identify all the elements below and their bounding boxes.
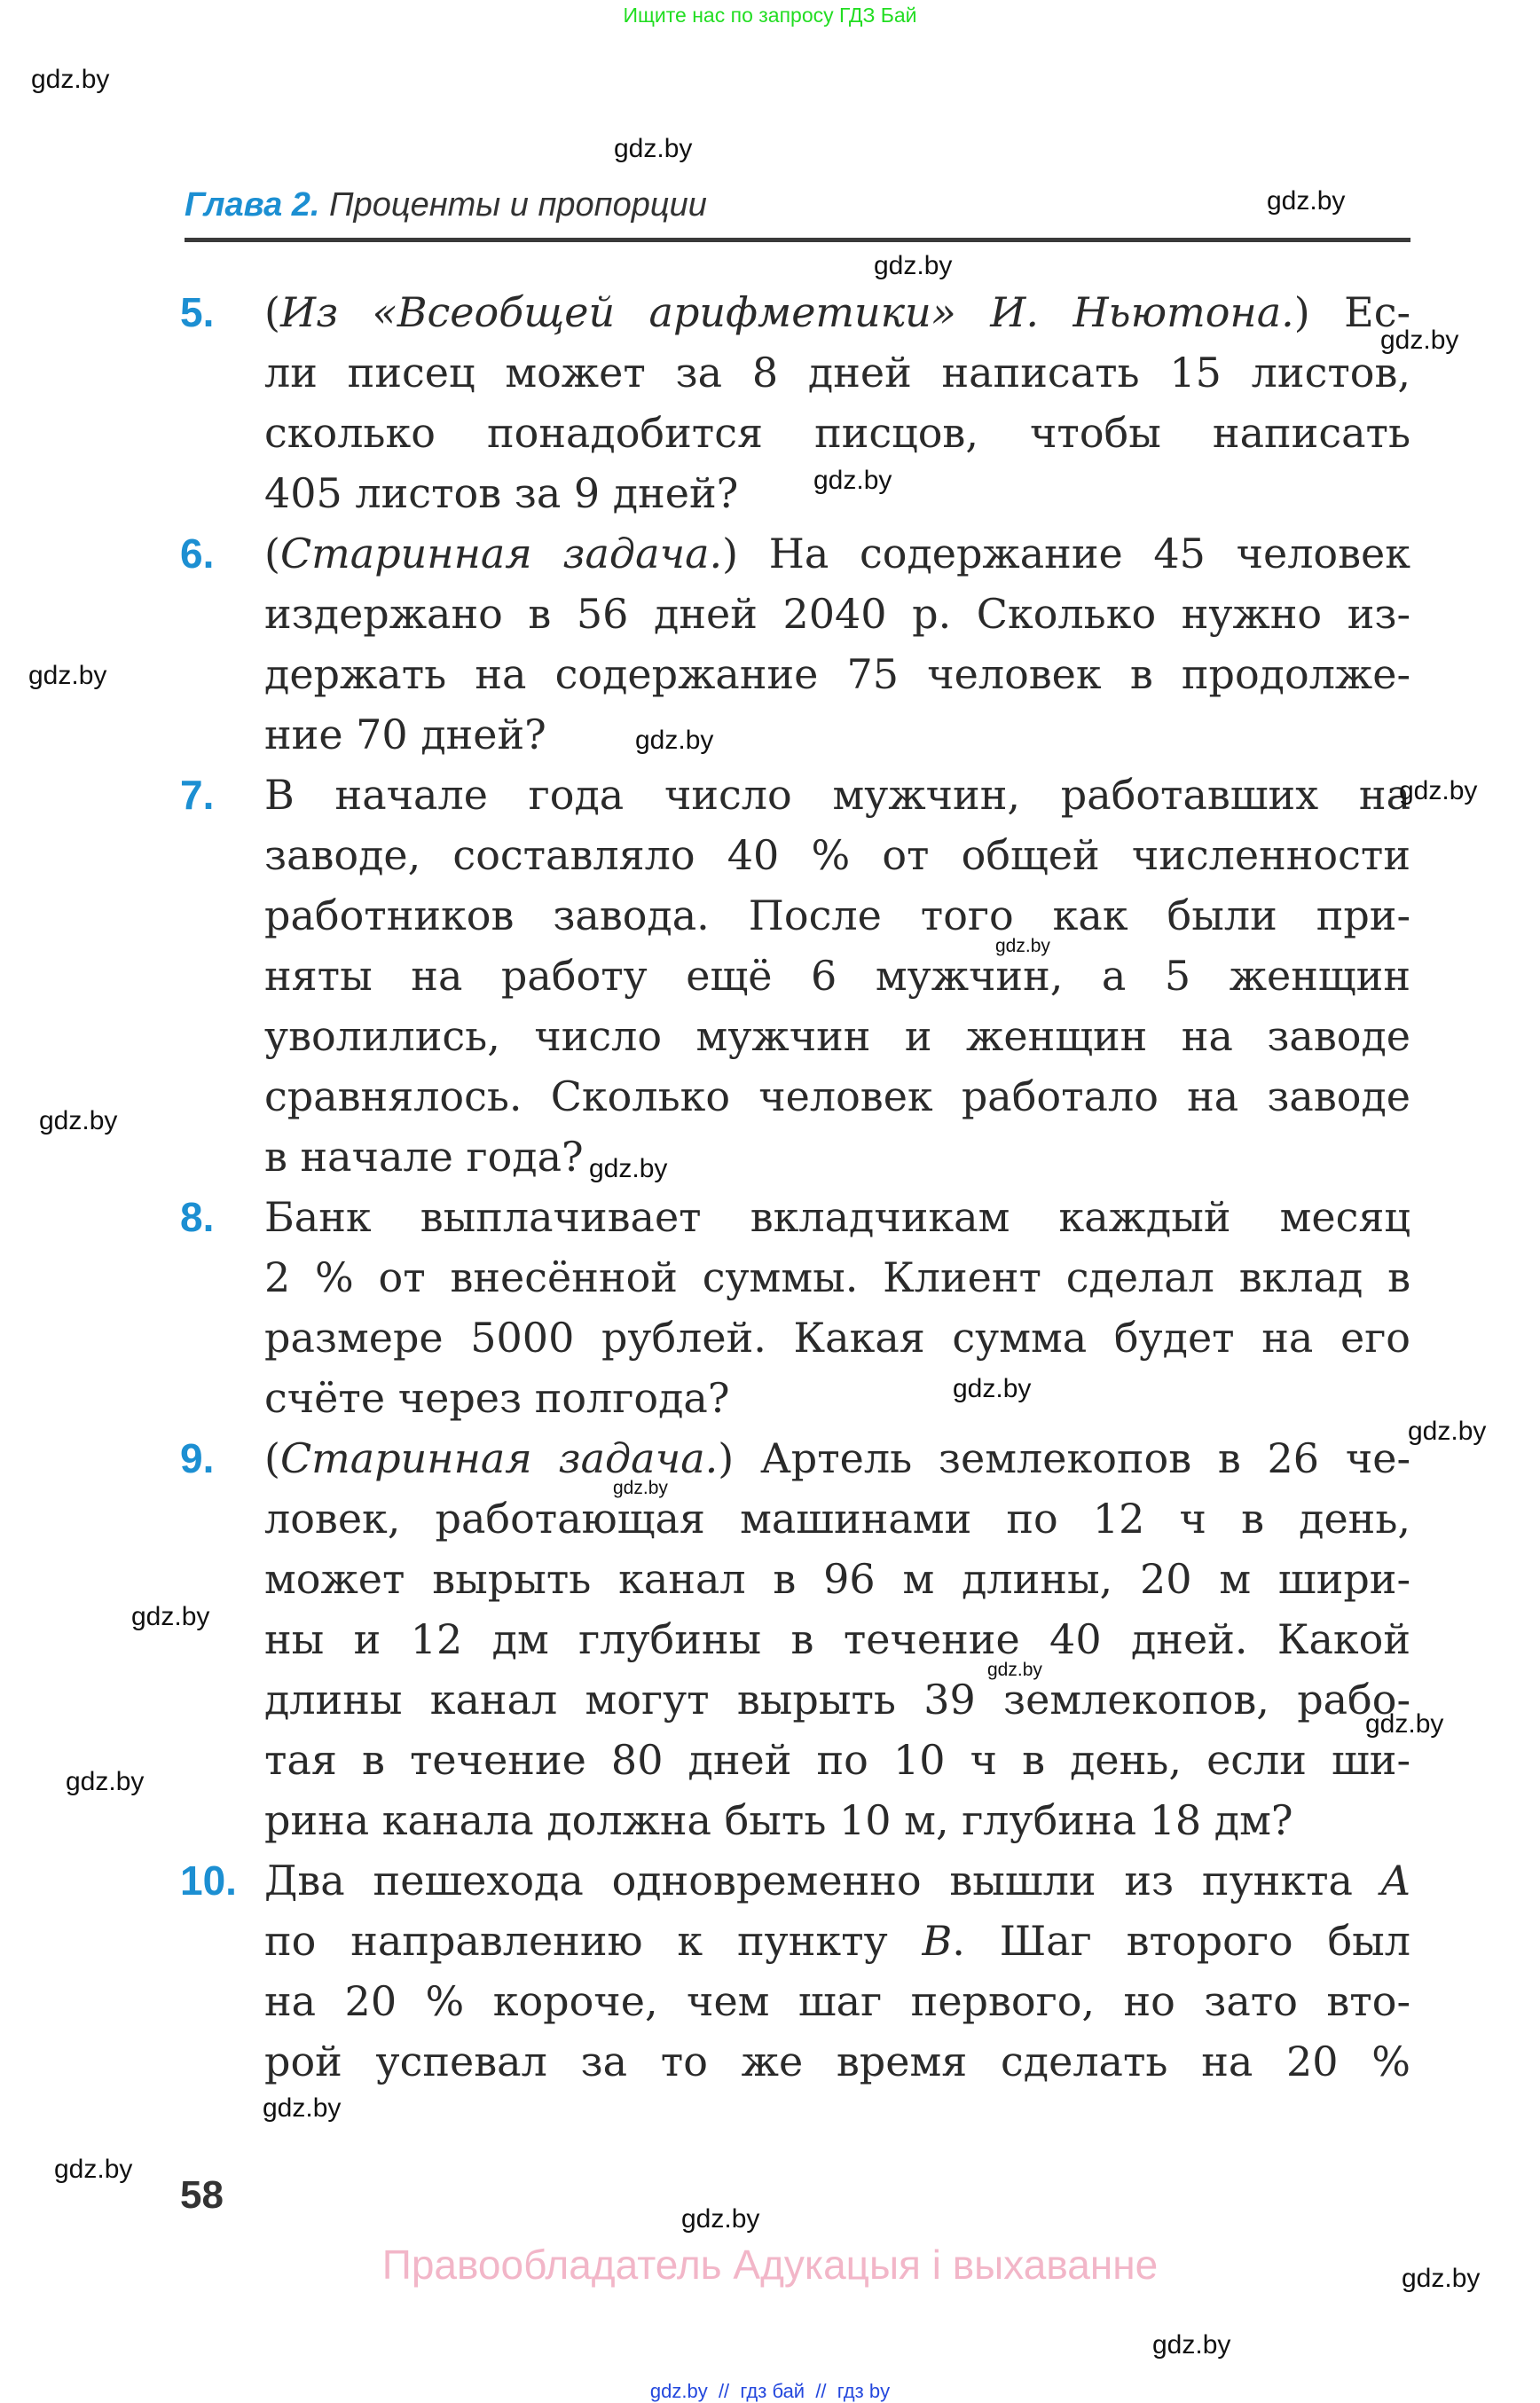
problem-text-line [264,1488,1410,1549]
text: ны и 12 дм глубины в течение 40 дней. Какой [264,1615,1410,1663]
problem-number: 9. [180,1435,215,1481]
problem-text-line [264,1308,1410,1368]
problem-number: 5. [180,289,215,335]
problem-10 [180,1850,1410,2092]
italic-text: B [922,1917,953,1965]
watermark: gdz.by [1408,1417,1487,1446]
watermark: gdz.by [1402,2264,1481,2293]
text: ) Ес- [1293,288,1410,336]
problem-text-line [264,1127,1410,1187]
text: В начале года число мужчин, работавших на [264,771,1410,819]
chapter-number: Глава 2. [185,186,320,224]
text: длины канал могут вырыть 39 землекопов, рабо- [264,1676,1410,1724]
text: размере 5000 рублей. Какая сумма будет на его [264,1314,1410,1362]
watermark: gdz.by [681,2204,760,2234]
watermark: gdz.by [614,134,693,163]
watermark: gdz.by [131,1602,210,1631]
problem-text-line [264,644,1410,704]
problem-text-line [264,825,1410,885]
text: ) Артель землекопов в 26 че- [718,1434,1410,1482]
problem-text-line [264,342,1410,403]
text: ловек, работающая машинами по 12 ч в день, [264,1495,1410,1543]
top-banner: Ищите нас по запросу ГДЗ Бай [623,4,917,27]
watermark: gdz.by [874,251,953,280]
text: няты на работу ещё 6 мужчин, а 5 женщин [264,952,1410,1000]
page-number: 58 [180,2173,224,2217]
watermark: gdz.by [1399,776,1478,805]
italic-text: Старинная задача. [279,1434,719,1482]
problem-text-line [264,1911,1410,1971]
text: сравнялось. Сколько человек работало на заводе [264,1072,1410,1120]
problem-text-line [264,1971,1410,2031]
text: сколько понадобится писцов, чтобы написать [264,409,1410,457]
problem-text-line [264,1006,1410,1066]
problem-9 [180,1428,1410,1850]
watermark: gdz.by [813,466,892,495]
watermark: gdz.by [66,1767,145,1796]
problem-text-line [264,1790,1410,1850]
problem-text-line [264,282,1410,342]
text: тая в течение 80 дней по 10 ч в день, если ши- [264,1736,1410,1784]
text: на 20 % короче, чем шаг первого, но зато вто- [264,1977,1410,2025]
watermark: gdz.by [31,65,110,94]
text: ) На содержание 45 человек [722,530,1410,577]
problem-text-line [264,765,1410,825]
problem-number: 10. [180,1857,237,1904]
text: может вырыть канал в 96 м длины, 20 м шири- [264,1555,1410,1603]
text: уволились, число мужчин и женщин на заводе [264,1012,1410,1060]
problem-list [180,282,1410,2092]
text: по направлению к пункту [264,1917,923,1965]
problem-text-line [264,584,1410,644]
problem-5 [180,282,1410,523]
text: 2 % от внесённой суммы. Клиент сделал вклад в [264,1253,1410,1301]
problem-text-line [264,1368,1410,1428]
problem-text-line [264,403,1410,463]
text: ( [264,1434,280,1482]
text: работников завода. После того как были при- [264,891,1410,939]
italic-text: A [1380,1857,1410,1904]
text: рина канала должна быть 10 м, глубина 18 дм? [264,1796,1293,1844]
problem-text-line [264,1669,1410,1730]
problem-text-line [264,704,1410,765]
text: ( [264,530,280,577]
text: счёте через полгода? [264,1374,730,1422]
watermark: gdz.by [39,1106,118,1135]
watermark: gdz.by [635,726,714,755]
problem-8 [180,1187,1410,1428]
problem-text-line [264,1428,1410,1488]
watermark: gdz.by [1380,326,1459,355]
problem-text-line [264,523,1410,584]
watermark: gdz.by [28,661,107,690]
problem-text-line [264,1247,1410,1308]
text: Банк выплачивает вкладчикам каждый месяц [264,1193,1410,1241]
watermark: gdz.by [1152,2330,1231,2360]
problem-number: 8. [180,1194,215,1240]
problem-text-line [264,885,1410,946]
text: ние 70 дней? [264,711,546,758]
italic-text: Из «Всеобщей арифметики» И. Ньютона. [279,288,1294,336]
watermark: gdz.by [263,2093,342,2123]
watermark: gdz.by [987,1660,1042,1680]
watermark: gdz.by [613,1478,668,1498]
watermark: gdz.by [995,936,1050,956]
italic-text: Старинная задача. [279,530,723,577]
problem-text-line [264,1850,1410,1911]
text: . Шаг второго был [952,1917,1410,1965]
text: ( [264,288,280,336]
watermark: gdz.by [54,2155,133,2184]
problem-text-line [264,1609,1410,1669]
problem-text-line [264,1066,1410,1127]
problem-7 [180,765,1410,1187]
text: Два пешехода одновременно вышли из пункта [264,1857,1381,1904]
text: ли писец может за 8 дней написать 15 листов, [264,349,1410,397]
chapter-title: Проценты и пропорции [319,186,707,224]
problem-number: 6. [180,530,215,577]
copyright-notice: Правообладатель Адукацыя і выхаванне [381,2242,1159,2288]
watermark: gdz.by [1365,1709,1444,1739]
text: в начале года? [264,1133,584,1181]
problem-number: 7. [180,772,215,818]
problem-text-line [264,946,1410,1006]
text: заводе, составляло 40 % от общей численности [264,831,1410,879]
watermark: gdz.by [589,1154,668,1183]
text: издержано в 56 дней 2040 р. Сколько нужно из- [264,590,1410,638]
problem-text-line [264,2031,1410,2092]
problem-text-line [264,1549,1410,1609]
problem-text-line [264,1730,1410,1790]
header-divider [185,238,1410,242]
footer-links[interactable]: gdz.by // гдз бай // гдз by [649,2380,891,2402]
problem-text-line [264,1187,1410,1247]
text: 405 листов за 9 дней? [264,469,739,517]
watermark: gdz.by [1267,186,1346,216]
text: держать на содержание 75 человек в продолже- [264,650,1410,698]
chapter-header [185,186,707,224]
watermark: gdz.by [953,1374,1032,1403]
text: рой успевал за то же время сделать на 20 % [264,2038,1410,2085]
problem-6 [180,523,1410,765]
